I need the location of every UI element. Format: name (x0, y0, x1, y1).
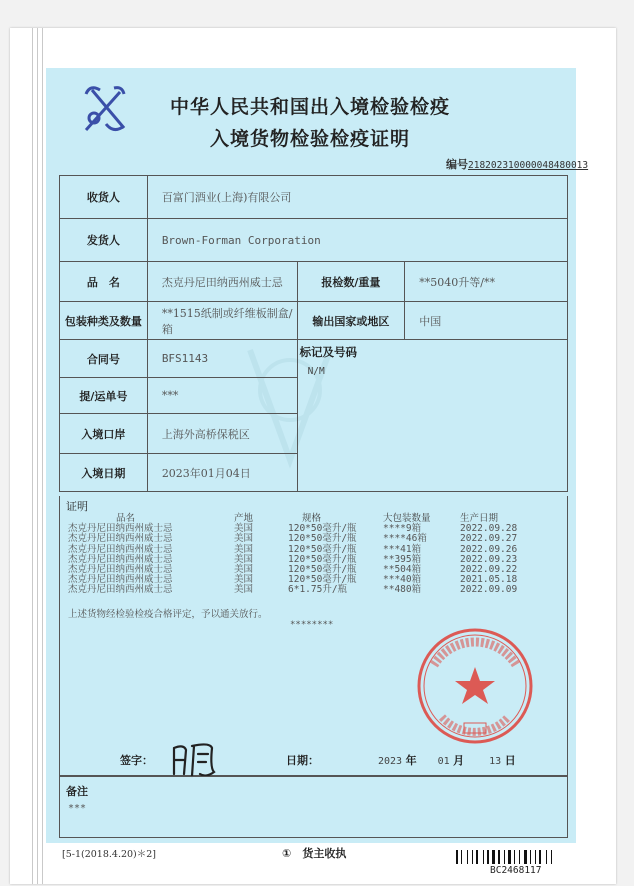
goods-qty: ****9箱 (383, 523, 422, 535)
goods-qty: ****46箱 (383, 533, 427, 545)
issue-date (286, 752, 516, 768)
barcode-number: BC2468117 (490, 865, 542, 876)
header-subtitle: 入境货物检验检疫证明 (209, 128, 410, 150)
date-label: 日期： (286, 754, 319, 767)
year-unit: 年 (405, 754, 417, 767)
binding-line (37, 28, 38, 884)
goods-name: 杰克丹尼田纳西州威士忌 (68, 523, 173, 535)
serial-label: 编号 (446, 158, 468, 171)
marks-value: N/M (307, 366, 325, 377)
bill-label: 提/运单号 (60, 378, 148, 414)
date-year: 2023 (378, 756, 403, 767)
consignee-value: 百富门酒业(上海)有限公司 (147, 176, 567, 219)
quantity-value: **5040升等/** (405, 262, 568, 302)
entry-date-label: 入境日期 (60, 454, 148, 492)
remarks-label: 备注 (66, 785, 88, 798)
binding-line (32, 28, 33, 884)
origin-value: 中国 (405, 302, 568, 340)
goods-origin: 美国 (234, 553, 254, 565)
remarks-section (59, 776, 568, 838)
col-qty: 大包装数量 (383, 513, 431, 524)
contract-label: 合同号 (60, 340, 148, 378)
port-value: 上海外高桥保税区 (147, 414, 297, 454)
goods-date: 2022.09.09 (460, 584, 518, 596)
consignor-label: 发货人 (60, 219, 148, 262)
goods-origin: 美国 (234, 574, 254, 586)
goods-origin: 美国 (234, 543, 254, 555)
copy-label: ① 货主收执 (282, 847, 347, 860)
goods-name: 杰克丹尼田纳西州威士忌 (68, 574, 173, 586)
product-value: 杰克丹尼田纳西州威士忌 (147, 262, 297, 302)
port-label: 入境口岸 (60, 414, 148, 454)
goods-name: 杰克丹尼田纳西州威士忌 (68, 584, 173, 596)
goods-spec: 120*50毫升/瓶 (288, 543, 357, 555)
serial-value: 218202310000048480013 (468, 160, 589, 171)
goods-origin: 美国 (234, 584, 254, 596)
goods-qty: ***41箱 (383, 543, 422, 555)
origin-label: 输出国家或地区 (297, 302, 405, 340)
month-unit: 月 (453, 754, 465, 767)
goods-origin: 美国 (234, 533, 254, 545)
goods-origin: 美国 (234, 523, 254, 535)
remarks-value: *** (68, 803, 87, 814)
goods-qty: ***40箱 (383, 574, 422, 586)
goods-qty: **480箱 (383, 584, 422, 596)
goods-date: 2022.09.23 (460, 553, 518, 565)
entry-date-value: 2023年01月04日 (147, 454, 297, 492)
day-unit: 日 (504, 754, 516, 767)
header-title: 中华人民共和国出入境检验检疫 (169, 96, 450, 118)
official-seal-icon (414, 625, 536, 747)
goods-name: 杰克丹尼田纳西州威士忌 (68, 533, 173, 545)
goods-date: 2022.09.26 (460, 543, 518, 555)
col-origin: 产地 (234, 513, 254, 524)
form-code: [5-1(2018.4.20)＊2] (62, 849, 157, 860)
packing-label: 包装种类及数量 (60, 302, 148, 340)
col-name: 品名 (116, 513, 136, 524)
goods-spec: 120*50毫升/瓶 (288, 574, 357, 586)
goods-date: 2021.05.18 (460, 574, 518, 586)
certificate-label: 证明 (66, 500, 88, 513)
certificate-stars: ******** (290, 620, 334, 630)
goods-spec: 120*50毫升/瓶 (288, 523, 357, 535)
packing-value: **1515纸制或纤维板制盒/箱 (147, 302, 297, 340)
ciq-emblem-icon (80, 80, 130, 136)
goods-name: 杰克丹尼田纳西州威士忌 (68, 543, 173, 555)
col-spec: 规格 (302, 513, 322, 524)
goods-qty: **395箱 (383, 553, 422, 565)
goods-date: 2022.09.27 (460, 533, 518, 545)
quantity-label: 报检数/重量 (297, 262, 405, 302)
date-day: 13 (489, 756, 502, 767)
date-month: 01 (437, 756, 450, 767)
marks-label: 标记及号码 (299, 345, 358, 359)
goods-spec: 6*1.75升/瓶 (288, 584, 348, 596)
goods-qty: **504箱 (383, 563, 422, 575)
info-table (59, 175, 568, 492)
serial-number (446, 156, 588, 172)
goods-spec: 120*50毫升/瓶 (288, 563, 357, 575)
bill-value: *** (147, 378, 297, 414)
goods-spec: 120*50毫升/瓶 (288, 553, 357, 565)
goods-name: 杰克丹尼田纳西州威士忌 (68, 563, 173, 575)
goods-name: 杰克丹尼田纳西州威士忌 (68, 553, 173, 565)
certificate-note: 上述货物经检验检疫合格评定，予以通关放行。 (68, 609, 268, 620)
binding-line (42, 28, 43, 884)
contract-value: BFS1143 (147, 340, 297, 378)
signature-label: 签字： (120, 754, 153, 767)
consignor-value: Brown-Forman Corporation (147, 219, 567, 262)
goods-spec: 120*50毫升/瓶 (288, 533, 357, 545)
consignee-label: 收货人 (60, 176, 148, 219)
goods-origin: 美国 (234, 563, 254, 575)
product-label: 品 名 (60, 262, 148, 302)
goods-date: 2022.09.28 (460, 523, 518, 535)
goods-date: 2022.09.22 (460, 563, 518, 575)
barcode-icon (456, 850, 574, 864)
col-date: 生产日期 (460, 513, 499, 524)
marks-cell (297, 340, 567, 492)
